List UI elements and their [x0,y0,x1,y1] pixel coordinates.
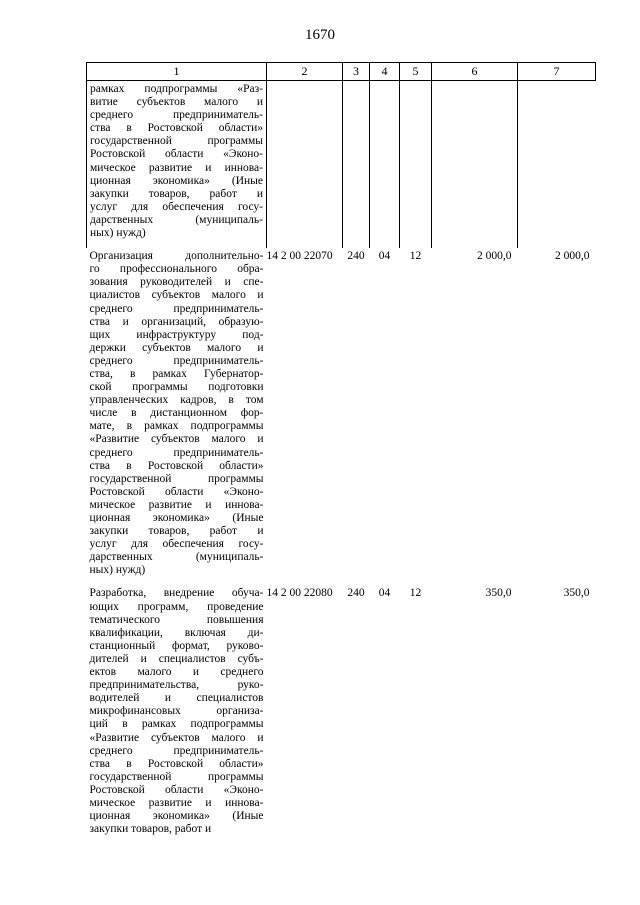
description-line: ных) нужд) [89,564,146,577]
description-line: ства в Ростовской области» [89,757,264,770]
column-header: 2 [267,63,343,81]
budget-table [86,62,596,844]
description-line: ства в Ростовской области» [90,122,263,135]
column-header: 6 [432,63,518,81]
description-line: ционная экономика» (Иные [90,174,263,187]
description-line: го профессионального обра- [89,263,264,276]
description-line: Ростовской области «Эконо- [89,783,264,796]
description-line: дарственных (муниципаль- [89,551,264,564]
description-line: щих инфраструктуру под- [89,328,264,341]
description-line: микрофинансовых организа- [89,705,264,718]
description-line: зования руководителей и спе- [89,276,264,289]
description-line: ской программы подготовки [89,381,264,394]
description-line: Ростовской области «Эконо- [90,148,263,161]
description-line: витие субъектов малого и [90,96,263,109]
description-line: среднего предприниматель- [89,446,264,459]
description-line: среднего предприниматель- [89,354,264,367]
row-description [87,585,267,844]
column-header: 5 [400,63,432,81]
amount-value [432,81,518,249]
description-line: услуг для обеспечения госу- [90,200,263,213]
description-line: Ростовской области «Эконо- [89,485,264,498]
expense-type-code: 240 [347,250,365,263]
description-line: рамках подпрограммы «Раз- [90,83,263,95]
subsection-code: 12 [409,587,422,600]
description-line: предпринимательства, руко- [89,679,264,692]
budget-classification-code: 14 2 00 22080 [266,587,333,600]
amount-value [518,81,596,249]
description-line: управленческих кадров, в том [89,394,264,407]
expense-type-code [343,81,370,249]
description-line: среднего предприниматель- [89,302,264,315]
description-line: закупки товаров, работ и [89,823,212,836]
description-line: ций в рамках подпрограммы [89,718,264,731]
description-line: циалистов субъектов малого и [89,289,264,302]
description-line: «Развитие субъектов малого и [89,731,264,744]
subsection-code: 12 [409,250,422,263]
description-line: ющих программ, проведение [89,600,264,613]
description-line: мическое развитие и иннова- [89,796,264,809]
table-row [87,248,596,585]
description-line: государственной программы [90,135,263,148]
description-line: закупки товаров, работ и [89,525,264,538]
description-line: государственной программы [89,472,264,485]
description-line: числе в дистанционном фор- [89,407,264,420]
description-line: ционная экономика» (Иные [89,512,264,524]
description-line: Разработка, внедрение обуча- [89,587,264,600]
budget-classification-code: 14 2 00 22070 [266,250,333,263]
section-code [370,81,400,249]
row-description [87,81,267,249]
amount-value: 2 000,0 [477,250,512,263]
description-line: «Развитие субъектов малого и [89,433,264,446]
expense-type-code: 240 [347,587,365,600]
description-line: мическое развитие и иннова- [90,161,263,174]
description-line: дарственных (муниципаль- [90,213,263,226]
amount-value: 2 000,0 [555,250,590,263]
column-header: 3 [343,63,370,81]
description-line: ных) нужд) [90,227,146,240]
section-code: 04 [378,250,391,263]
table-row [87,585,596,844]
description-line: ционная экономика» (Иные [89,810,264,823]
description-line: ектов малого и среднего [89,666,264,679]
description-line: водителей и специалистов [89,692,264,705]
amount-value: 350,0 [485,587,512,600]
description-line: держки субъектов малого и [89,341,264,354]
description-line: квалификации, включая ди- [89,626,264,639]
column-header: 1 [87,63,267,81]
description-line: мате, в рамках подпрограммы [89,420,264,433]
description-line: услуг для обеспечения госу- [89,538,264,551]
column-header: 7 [518,63,596,81]
description-line: ства в Ростовской области» [89,459,264,472]
subsection-code [400,81,432,249]
header-row [87,63,596,81]
description-line: ства и организаций, образую- [89,315,264,328]
description-line: дителей и специалистов субъ- [89,652,264,665]
column-header: 4 [370,63,400,81]
description-line: тематического повышения [89,613,264,626]
amount-value: 350,0 [563,587,590,600]
description-line: государственной программы [89,770,264,783]
description-line: мическое развитие и иннова- [89,498,264,511]
section-code: 04 [378,587,391,600]
description-line: Организация дополнительно- [89,250,264,263]
table-row [87,81,596,249]
description-line: закупки товаров, работ и [90,187,263,200]
description-line: среднего предприниматель- [90,109,263,122]
description-line: среднего предприниматель- [89,744,264,757]
budget-classification-code [267,81,343,249]
row-description [87,248,267,585]
description-line: станционный формат, руково- [89,639,264,652]
page-number: 1670 [305,27,335,43]
description-line: ства, в рамках Губернатор- [89,367,264,380]
